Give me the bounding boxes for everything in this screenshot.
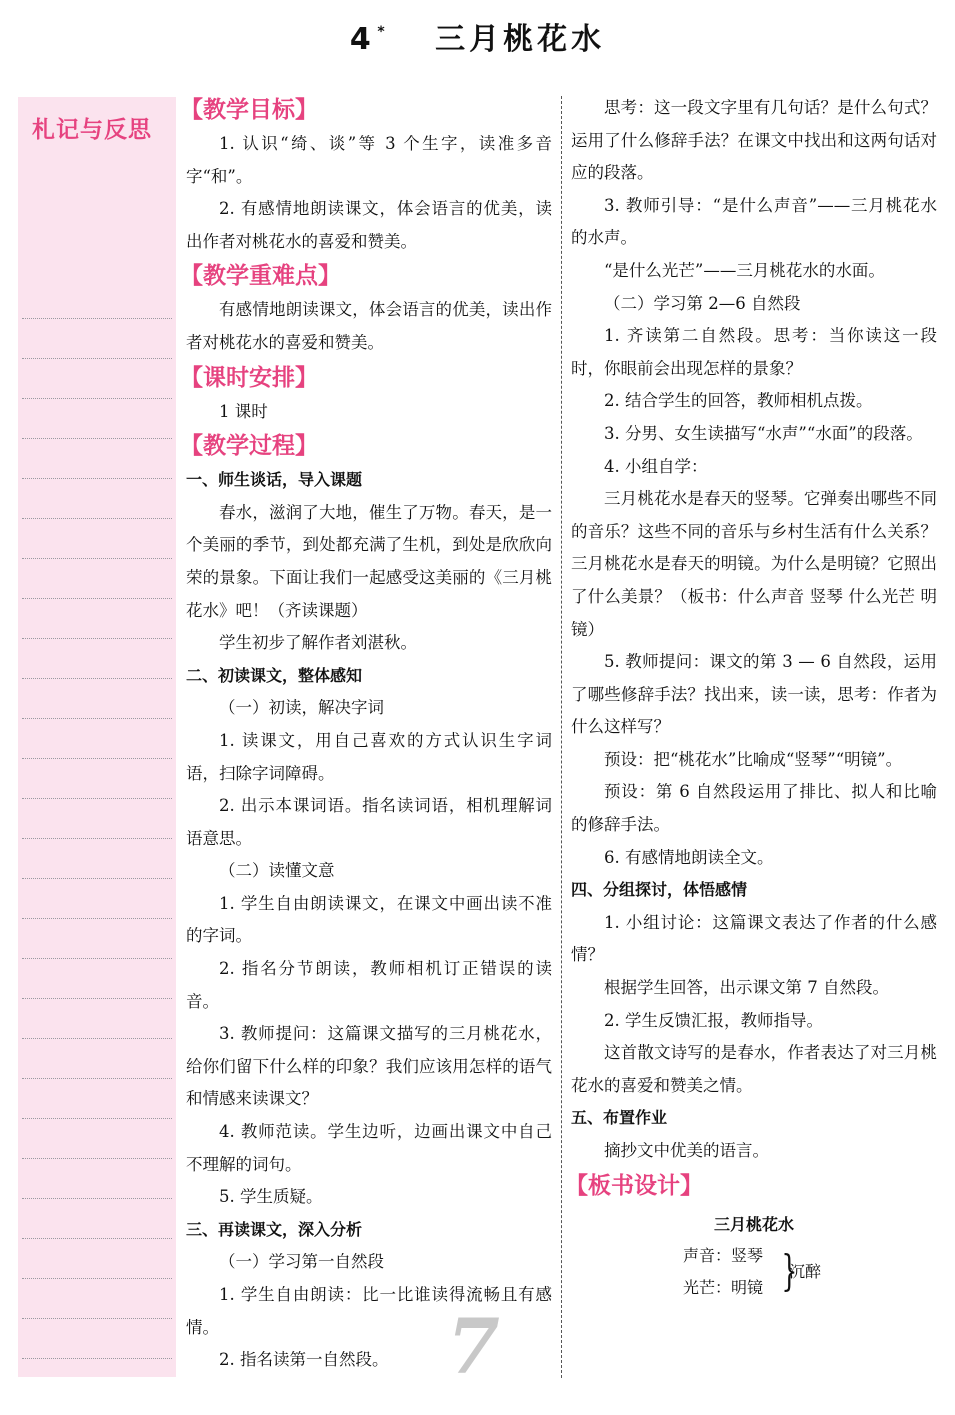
paragraph: 有感情地朗读课文，体会语言的优美，读出作者对桃花水的喜爱和赞美。 [186,300,552,352]
paragraph: （一）初读，解决字词 [219,698,384,718]
paragraph: “是什么光芒”——三月桃花水的水面。 [604,260,885,280]
section-heading: 【板书设计】 [565,1172,703,1199]
paragraph: 2. 出示本课词语。指名读词语，相机理解词语意思。 [186,796,552,848]
brace-icon: } [781,1245,798,1295]
paragraph: 1. 读课文，用自己喜欢的方式认识生字词语，扫除字词障碍。 [186,730,552,783]
note-line [22,1079,172,1119]
column-divider [561,96,562,1378]
note-line [22,1199,172,1239]
note-line [22,1039,172,1079]
paragraph: 2. 学生反馈汇报，教师指导。 [604,1010,823,1030]
paragraph: 1. 认识“绮、谈”等 3 个生字，读准多音字“和”。 [186,134,552,186]
note-lines [22,279,172,1359]
section-heading: 【教学过程】 [180,433,318,460]
note-line [22,319,172,359]
board-title: 三月桃花水 [713,1214,794,1234]
lesson-title [0,14,955,58]
note-line [22,759,172,799]
paragraph: 5. 学生质疑。 [219,1187,323,1207]
paragraph: 思考：这一段文字里有几句话？是什么句式？运用了什么修辞手法？在课文中找出和这两句话对应的段落。 [571,98,937,183]
paragraph: 这首散文诗写的是春水，作者表达了对三月桃花水的喜爱和赞美之情。 [571,1043,937,1095]
board-result: 沉醉 [789,1261,822,1281]
paragraph: 3. 教师提问：这篇课文描写的三月桃花水，给你们留下什么样的印象？我们应该用怎样的语气和情感来读课文？ [186,1024,552,1109]
paragraph: 预设：第 6 自然段运用了排比、拟人和比喻的修辞手法。 [571,782,937,835]
paragraph: 根据学生回答，出示课文第 7 自然段。 [604,978,889,998]
paragraph: 4. 小组自学： [604,456,708,476]
paragraph: 6. 有感情地朗读全文。 [604,847,774,867]
note-line [22,399,172,439]
paragraph: 2. 有感情地朗读课文，体会语言的优美，读出作者对桃花水的喜爱和赞美。 [186,199,552,251]
lesson-star-mark: * [377,24,389,40]
paragraph: 春水，滋润了大地，催生了万物。春天，是一个美丽的季节，到处都充满了生机，到处是欣欣向荣的景象。下面让我们一起感受这美丽的《三月桃花水》吧！（齐读课题） [186,502,552,620]
board-row-sound: 声音：竖琴 [683,1245,764,1265]
note-line [22,999,172,1039]
notes-sidebar [18,97,176,1377]
step-heading: 三、再读课文，深入分析 [186,1219,363,1239]
sidebar-title: 札记与反思 [32,117,152,143]
paragraph: 1. 学生自由朗读课文，在课文中画出读不准的字词。 [186,893,552,946]
note-line [22,559,172,599]
board-design [571,1210,937,1320]
paragraph: 5. 教师提问：课文的第 3 — 6 自然段，运用了哪些修辞手法？找出来，读一读，思考：作者为什么这样写？ [571,652,937,737]
paragraph: 1. 学生自由朗读：比一比谁读得流畅且有感情。 [186,1285,552,1337]
note-line [22,879,172,919]
step-heading: 四、分组探讨，体悟感情 [571,880,748,900]
paragraph: 2. 指名读第一自然段。 [219,1350,389,1370]
note-line [22,519,172,559]
paragraph: 3. 教师引导：“是什么声音”——三月桃花水的水声。 [571,195,937,248]
paragraph: 预设：把“桃花水”比喻成“竖琴”“明镜”。 [604,749,903,769]
paragraph: 1. 小组讨论：这篇课文表达了作者的什么感情？ [571,912,937,965]
paragraph: （二）学习第 2—6 自然段 [604,293,801,313]
paragraph: 1. 齐读第二自然段。思考：当你读这一段时，你眼前会出现怎样的景象？ [571,326,937,378]
note-line [22,1159,172,1199]
paragraph: 1 课时 [219,401,268,421]
note-line [22,479,172,519]
note-line [22,719,172,759]
note-line [22,639,172,679]
paragraph: 4. 教师范读。学生边听，边画出课文中自己不理解的词句。 [186,1122,552,1174]
board-row-light: 光芒：明镜 [683,1277,764,1297]
paragraph: （一）学习第一自然段 [219,1252,384,1272]
lesson-title-text: 三月桃花水 [435,22,606,57]
section-heading: 【课时安排】 [180,364,318,391]
paragraph: 摘抄文中优美的语言。 [604,1141,769,1160]
note-line [22,1239,172,1279]
note-line [22,359,172,399]
note-line [22,599,172,639]
step-heading: 一、师生谈话，导入课题 [186,470,363,490]
paragraph: 3. 分男、女生读描写“水声”“水面”的段落。 [604,423,923,443]
note-line [22,1279,172,1319]
note-line [22,1319,172,1359]
note-line [22,279,172,319]
right-column [565,92,937,1320]
left-column [180,92,552,1377]
note-line [22,679,172,719]
paragraph: 三月桃花水是春天的竖琴。它弹奏出哪些不同的音乐？这些不同的音乐与乡村生活有什么关系？三月桃花水是春天的明镜。为什么是明镜？它照出了什么美景？（板书：什么声音 竖琴 什么光芒 明镜） [571,489,937,639]
section-heading: 【教学目标】 [180,97,318,123]
note-line [22,839,172,879]
step-heading: 二、初读课文，整体感知 [186,665,363,685]
page-number: 7 [447,1302,500,1391]
note-line [22,799,172,839]
note-line [22,1119,172,1159]
paragraph: （二）读懂文意 [219,861,335,881]
section-heading: 【教学重难点】 [180,263,341,290]
paragraph: 2. 指名分节朗读，教师相机订正错误的读音。 [186,959,552,1011]
lesson-number: 4 * [349,22,389,57]
paragraph: 2. 结合学生的回答，教师相机点拨。 [604,391,873,411]
note-line [22,439,172,479]
note-line [22,919,172,959]
step-heading: 五、布置作业 [571,1108,668,1128]
note-line [22,959,172,999]
paragraph: 学生初步了解作者刘湛秋。 [219,633,417,653]
